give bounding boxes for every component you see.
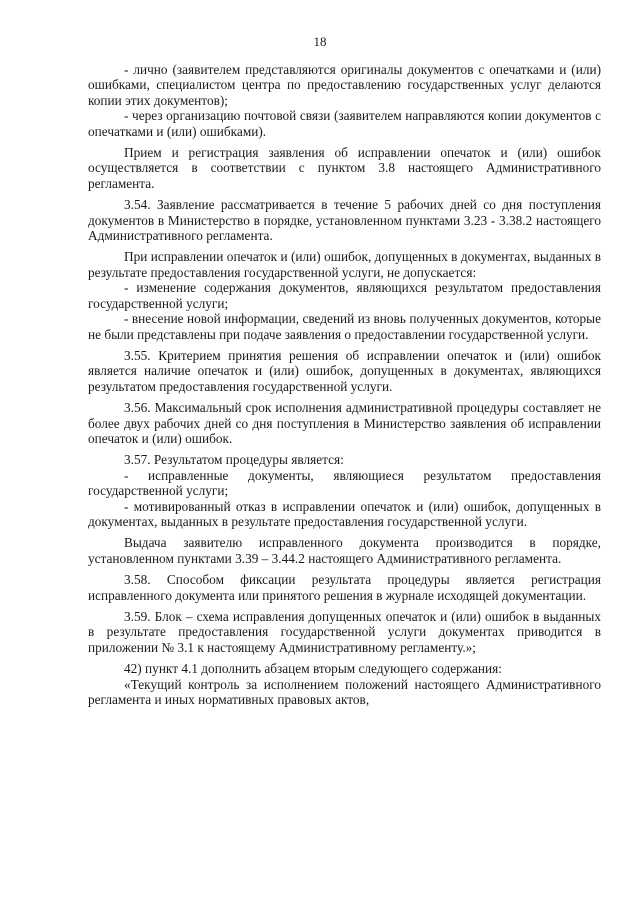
- paragraph-new-info: - внесение новой информации, сведений из вновь полученных документов, которые не были представлены при подаче заявления о предоставлении государственной услуги.: [88, 311, 601, 342]
- paragraph-in-person: - лично (заявителем представляются оригиналы документов с опечатками и (или) ошибками, специалистом центра по предоставлению государственных услуг делаются копии этих документов);: [88, 62, 601, 108]
- paragraph-3-59: 3.59. Блок – схема исправления допущенных опечаток и (или) ошибок в выданных в результате предоставления государственной услуги документах приводится в приложении № 3.1 к настоящему Административному регламенту.»;: [88, 609, 601, 655]
- paragraph-content-change: - изменение содержания документов, являющихся результатом предоставления государственной услуги;: [88, 280, 601, 311]
- paragraph-3-57: 3.57. Результатом процедуры является:: [124, 452, 344, 468]
- paragraph-corrected-docs: - исправленные документы, являющиеся результатом предоставления государственной услуги;: [88, 467, 601, 499]
- paragraph-issuance: Выдача заявителю исправленного документа производится в порядке, установленном пунктами 3.39 – 3.44.2 настоящего Административного регламента.: [88, 535, 601, 566]
- paragraph-not-allowed: При исправлении опечаток и (или) ошибок, допущенных в документах, выданных в результате предоставления государственной услуги, не допускается:: [88, 249, 601, 280]
- paragraph-refusal: - мотивированный отказ в исправлении опечаток и (или) ошибок, допущенных в документах, выданных в результате предоставления государственной услуги.: [88, 498, 601, 529]
- page-number: 18: [313, 34, 327, 49]
- paragraph-3-55: 3.55. Критерием принятия решения об исправлении опечаток и (или) ошибок является наличие опечаток и (или) ошибок, допущенных в документах, являющихся результатом предоставления государственной услуги.: [88, 347, 601, 394]
- document-body: [88, 62, 601, 707]
- paragraph-3-56: 3.56. Максимальный срок исполнения административной процедуры составляет не более двух рабочих дней со дня поступления в Министерство заявления об исправлении опечаток и (или) ошибок.: [88, 400, 601, 446]
- paragraph-3-54: 3.54. Заявление рассматривается в течение 5 рабочих дней со дня поступления документов в Министерство в порядке, установленном пунктами 3.23 - 3.38.2 настоящего Административного регламента.: [88, 197, 601, 244]
- paragraph-item-42: 42) пункт 4.1 дополнить абзацем вторым следующего содержания:: [124, 661, 502, 677]
- paragraph-3-58: 3.58. Способом фиксации результата процедуры является регистрация исправленного документа или принятого решения в журнале исходящей документации.: [88, 572, 601, 603]
- paragraph-current-control: «Текущий контроль за исполнением положений настоящего Административного регламента и иных нормативных правовых актов,: [88, 676, 601, 708]
- paragraph-by-post: - через организацию почтовой связи (заявителем направляются копии документов с опечатками и (или) ошибками).: [88, 108, 601, 139]
- paragraph-registration: Прием и регистрация заявления об исправлении опечаток и (или) ошибок осуществляется в соответствии с пунктом 3.8 настоящего Административного регламента.: [88, 145, 601, 191]
